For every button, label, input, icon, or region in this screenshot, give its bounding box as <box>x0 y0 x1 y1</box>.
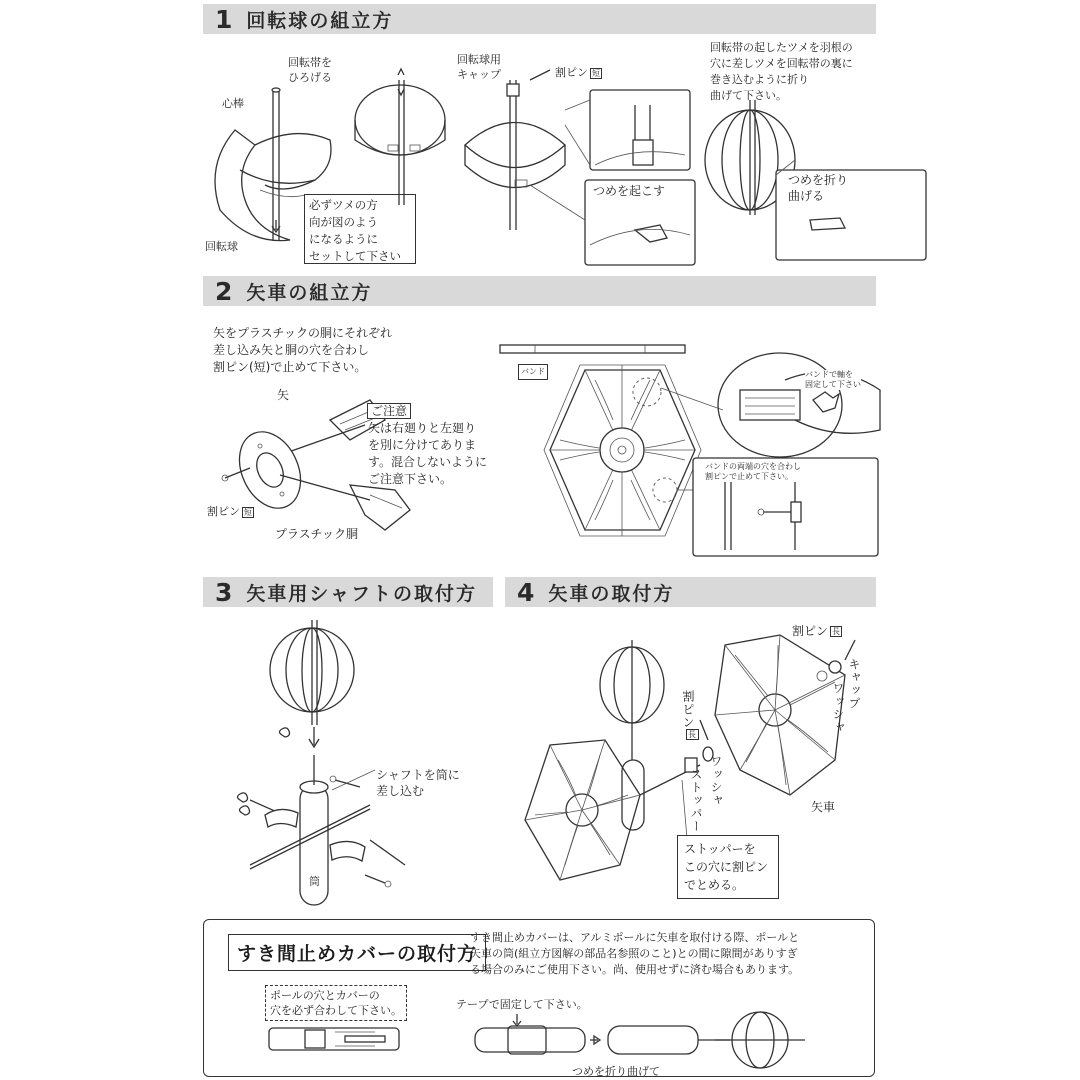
s4-label-wheel: 矢車 <box>811 800 836 814</box>
section-1-header <box>203 4 876 34</box>
s2-caution-body: 矢は右廻りと左廻り を別に分けてありま す。混合しないように ご注意下さい。 <box>368 421 488 486</box>
cover-note-tape: テープで固定して下さい。 <box>456 998 588 1011</box>
s2-label-arrow: 矢 <box>277 388 290 402</box>
s1-band-ring-illustration <box>340 75 460 215</box>
s2-label-pin-text: 割ピン <box>207 505 240 518</box>
cover-tape-illustration <box>470 1012 880 1072</box>
section-2-number: 2 <box>215 276 233 306</box>
s4-pin-long2-size-badge: 長 <box>688 730 697 739</box>
cover-title: すき間止めカバーの取付方 <box>228 934 486 971</box>
s4-note-stopper: ストッパーを この穴に割ピン でとめる。 <box>677 835 779 899</box>
section-4-title: 矢車の取付方 <box>548 582 675 605</box>
section-4-header <box>505 577 876 607</box>
s2-label-fix-band: バンドで軸を 固定して下さい <box>805 370 861 389</box>
s4-label-cap: キャップ <box>847 658 861 710</box>
s4-label-pin-long-text: 割ピン <box>792 624 829 638</box>
s4-label-pin-long2 <box>680 690 699 740</box>
s4-label-pin-long <box>792 624 842 638</box>
s4-label-washer-l: ワッシャ <box>709 755 723 807</box>
s4-label-pin-long2-text: 割ピン <box>681 690 695 729</box>
s1-label-core: 心棒 <box>222 97 244 110</box>
s1-label-fold: つめを折り 曲げる <box>788 173 849 203</box>
section-3-header <box>203 577 493 607</box>
section-3-number: 3 <box>215 577 233 607</box>
s2-caution-title: ご注意 <box>367 403 411 419</box>
s1-label-raise: つめを起こす <box>593 184 666 198</box>
s4-label-washer-r: ワッシャ <box>831 682 845 734</box>
s1-label-band: 回転帯を ひろげる <box>288 56 332 84</box>
section-1-number: 1 <box>215 4 233 34</box>
section-4-number: 4 <box>517 577 535 607</box>
section-1-title: 回転球の組立方 <box>246 9 394 32</box>
section-2-title: 矢車の組立方 <box>246 281 373 304</box>
s2-pin-size-badge: 短 <box>244 507 252 517</box>
s1-note-tsume: 必ずツメの方 向が図のよう になるように セットして下さい <box>304 194 416 264</box>
s3-label-tube: 筒 <box>309 875 320 888</box>
s1-label-pin-text: 割ピン <box>555 66 588 79</box>
s1-pin-size-badge: 短 <box>592 68 600 78</box>
cover-pole-illustration <box>265 1020 415 1060</box>
s4-pin-long-size-badge: 長 <box>832 627 841 636</box>
s3-label-insert: シャフトを筒に 差し込む <box>376 768 460 798</box>
cover-note-holes: ポールの穴とカバーの 穴を必ず合わして下さい。 <box>265 985 407 1021</box>
s2-label-pin <box>207 505 254 519</box>
s2-label-band-holes: バンドの両端の穴を合わし 割ピンで止めて下さい。 <box>705 462 801 481</box>
s1-label-ball: 回転球 <box>205 240 238 253</box>
s3-shaft-illustration <box>220 615 450 915</box>
s1-cap-ring-illustration <box>455 70 695 270</box>
s2-label-band: バンド <box>518 364 548 380</box>
cover-note-fold: つめを折り曲げて <box>572 1065 660 1078</box>
cover-description: すき間止めカバーは、アルミポールに矢車を取付ける際、ポールと 矢車の筒(組立方図解の部品名参照のこと)との間に隙間がありすぎ る場合のみにご使用下さい。尚、使用せずに済む場合もあります。 <box>470 931 800 976</box>
s1-note-insert: 回転帯の起したツメを羽根の 穴に差しツメを回転帯の裏に 巻き込むように折り 曲げて下さい。 <box>710 41 853 102</box>
s2-instructions: 矢をプラスチックの胴にそれぞれ 差し込み矢と胴の穴を合わし 割ピン(短)で止めて下さい。 <box>213 326 393 374</box>
section-3-title: 矢車用シャフトの取付方 <box>246 582 478 605</box>
section-2-header <box>203 276 876 306</box>
s4-label-stopper: ストッパー <box>689 768 703 833</box>
s1-label-cap: 回転球用 キャップ <box>457 53 501 81</box>
s2-label-hub: プラスチック胴 <box>275 527 359 541</box>
